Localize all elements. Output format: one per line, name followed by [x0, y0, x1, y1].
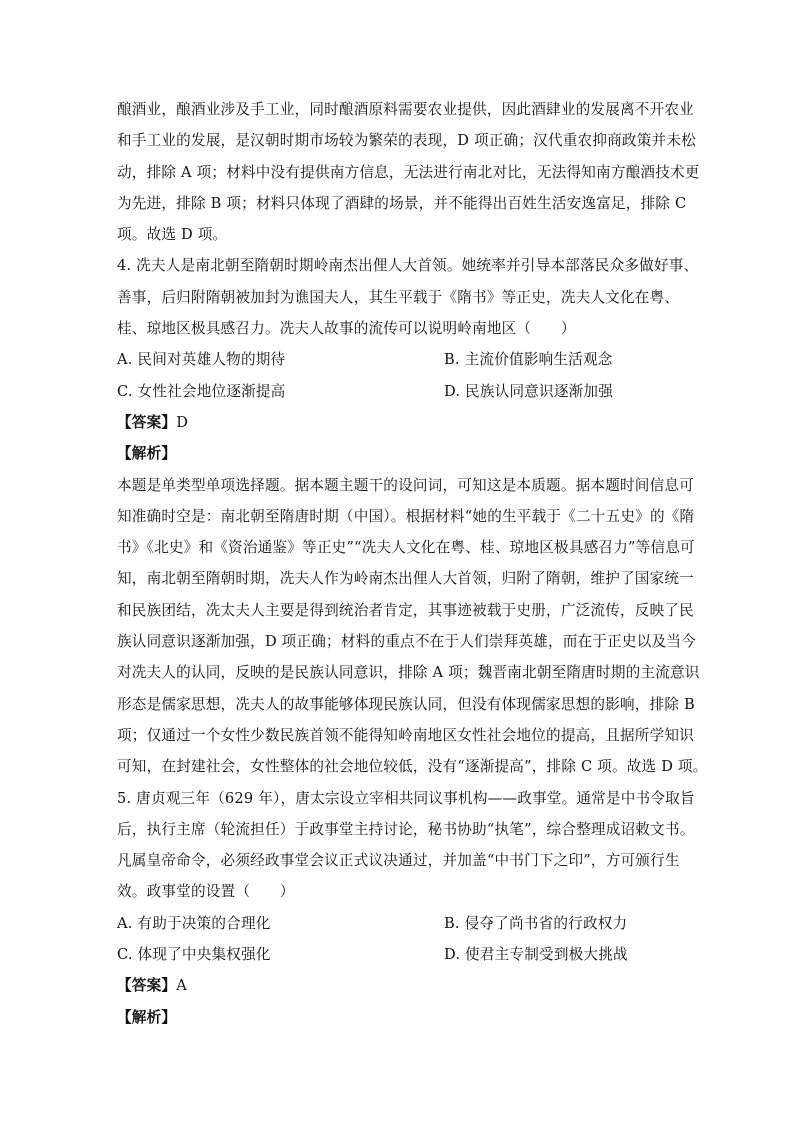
text-line: 族认同意识逐渐加强，D 项正确；材料的重点不在于人们崇拜英雄，而在于正史以及当今 — [117, 633, 696, 651]
option-b: B. 侵夺了尚书省的行政权力 — [444, 914, 628, 932]
question-4 — [117, 250, 708, 782]
text-line: 对冼夫人的认同，反映的是民族认同意识，排除 A 项；魏晋南北朝至隋唐时期的主流意识 — [117, 664, 700, 682]
text-line: 凡属皇帝命令，必须经政事堂会议正式议决通过，并加盖“中书门下之印”，方可颁行生 — [117, 852, 680, 870]
question-4-options-row-2 — [117, 376, 679, 407]
option-c: C. 女性社会地位逐渐提高 — [117, 382, 286, 400]
text-line: 知，南北朝至隋朝时期，冼夫人作为岭南杰出俚人大首领，归附了隋朝，维护了国家统一 — [117, 570, 694, 588]
option-d: D. 民族认同意识逐渐加强 — [444, 382, 613, 400]
question-4-analysis — [117, 470, 708, 783]
previous-analysis-continuation — [117, 94, 700, 250]
option-c: C. 体现了中央集权强化 — [117, 946, 271, 964]
answer-label: 【答案】 — [117, 413, 177, 431]
text-line: 酿酒业，酿酒业涉及手工业，同时酿酒原料需要农业提供，因此酒肆业的发展离不开农业 — [117, 101, 694, 118]
answer-value: A — [176, 977, 187, 995]
answer-label: 【答案】 — [117, 977, 177, 995]
question-5-stem — [117, 783, 695, 908]
answer-value: D — [176, 413, 189, 431]
text-line: 4. 冼夫人是南北朝至隋朝时期岭南杰出俚人大首领。她统率并引导本部落民众多做好事、 — [117, 257, 699, 275]
question-5 — [117, 783, 695, 1033]
option-a: A. 有助于决策的合理化 — [117, 914, 271, 932]
text-line: 善事，后归附隋朝被加封为谯国夫人，其生平载于《隋书》等正史，冼夫人文化在粤、 — [117, 288, 680, 306]
text-line: 5. 唐贞观三年（629 年），唐太宗设立宰相共同议事机构——政事堂。通常是中书令取旨 — [117, 789, 695, 807]
option-b: B. 主流价值影响生活观念 — [444, 351, 613, 369]
text-line: 桂、琼地区极具感召力。冼夫人故事的流传可以说明岭南地区（ ） — [117, 320, 576, 338]
question-4-stem — [117, 250, 699, 344]
question-5-options-row-2 — [117, 939, 679, 970]
text-line: 效。政事堂的设置（ ） — [117, 883, 295, 901]
question-5-options-row-1 — [117, 908, 679, 939]
text-line: 可知，在封建社会，女性整体的社会地位较低，没有“逐渐提高”，排除 C 项。故选 D 项。 — [117, 758, 708, 776]
page-content — [117, 94, 708, 1033]
question-4-options-row-1 — [117, 344, 679, 375]
answer-line — [117, 407, 679, 438]
analysis-heading — [117, 1002, 679, 1033]
text-line: 和手工业的发展，是汉朝时期市场较为繁荣的表现，D 项正确；汉代重农抑商政策并未松 — [117, 132, 696, 150]
option-d: D. 使君主专制受到极大挑战 — [444, 946, 628, 964]
text-line: 本题是单类型单项选择题。据本题主题干的设问词，可知这是本质题。据本题时间信息可 — [117, 476, 694, 494]
answer-line — [117, 970, 679, 1001]
text-line: 和民族团结，冼太夫人主要是得到统治者肯定，其事迹被载于史册，广泛流传，反映了民 — [117, 601, 694, 619]
text-line: 项。故选 D 项。 — [117, 226, 228, 244]
text-line: 项；仅通过一个女性少数民族首领不能得知岭南地区女性社会地位的提高，且据所学知识 — [117, 726, 694, 744]
option-a: A. 民间对英雄人物的期待 — [117, 351, 286, 369]
analysis-label: 【解析】 — [117, 445, 177, 463]
text-line: 形态是儒家思想，冼夫人的故事能够体现民族认同，但没有体现儒家思想的影响，排除 B — [117, 695, 695, 713]
text-line: 后，执行主席（轮流担任）于政事堂主持讨论，秘书协助“执笔”，综合整理成诏敕文书。 — [117, 820, 695, 838]
text-line: 为先进，排除 B 项；材料只体现了酒肆的场景，并不能得出百姓生活安逸富足，排除 C — [117, 194, 687, 212]
text-line: 书》《北史》和《资治通鉴》等正史”“冼夫人文化在粤、桂、琼地区极具感召力”等信息可 — [117, 539, 695, 557]
analysis-heading — [117, 438, 679, 469]
text-line: 知准确时空是：南北朝至隋唐时期（中国）。根据材料“她的生平载于《二十五史》的《隋 — [117, 507, 695, 525]
analysis-label: 【解析】 — [117, 1008, 177, 1026]
text-line: 动，排除 A 项；材料中没有提供南方信息，无法进行南北对比，无法得知南方酿酒技术更 — [117, 163, 700, 181]
